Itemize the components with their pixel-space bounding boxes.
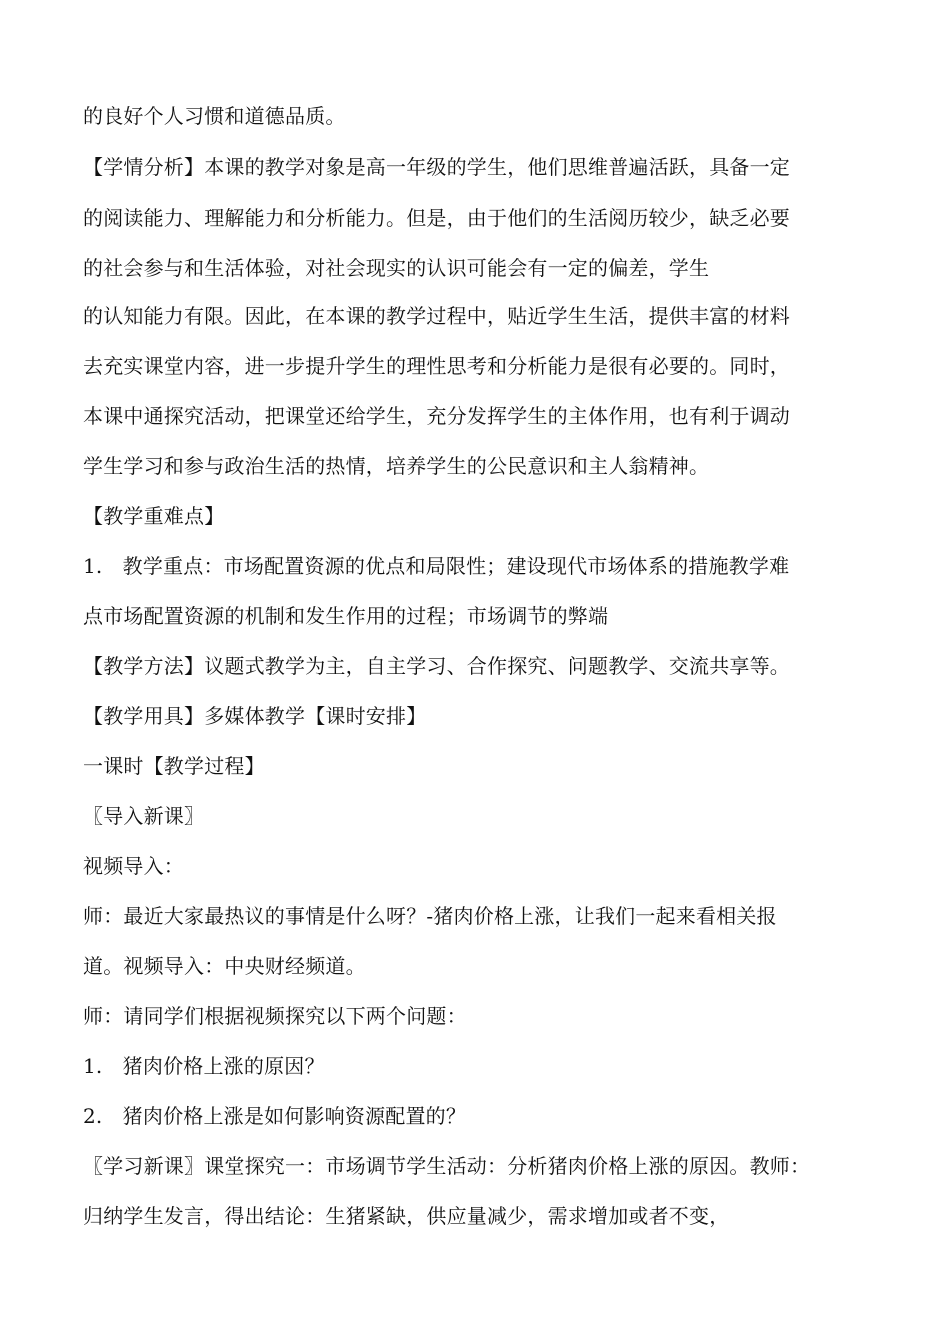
text-line: 【学情分析】本课的教学对象是高一年级的学生，他们思维普遍活跃，具备一定 bbox=[83, 155, 790, 179]
text-line: 〖学习新课〗课堂探究一：市场调节学生活动：分析猪肉价格上涨的原因。教师： bbox=[83, 1154, 811, 1178]
text-line: 点市场配置资源的机制和发生作用的过程；市场调节的弊端 bbox=[83, 604, 609, 628]
text-line: 【教学用具】多媒体教学【课时安排】 bbox=[83, 704, 427, 728]
text-line: 的认知能力有限。因此，在本课的教学过程中，贴近学生生活，提供丰富的材料 bbox=[83, 304, 790, 328]
text-line: 归纳学生发言，得出结论：生猪紧缺，供应量减少，需求增加或者不变， bbox=[83, 1204, 730, 1228]
list-item: 1. 猪肉价格上涨的原因？ bbox=[83, 1054, 325, 1078]
text-line: 学生学习和参与政治生活的热情，培养学生的公民意识和主人翁精神。 bbox=[83, 454, 710, 478]
text-line: 道。视频导入：中央财经频道。 bbox=[83, 954, 366, 978]
section-heading: 〖导入新课〗 bbox=[83, 804, 205, 828]
text-line: 一课时【教学过程】 bbox=[83, 754, 265, 778]
text-line: 视频导入： bbox=[83, 854, 184, 878]
text-line: 本课中通探究活动，把课堂还给学生，充分发挥学生的主体作用，也有利于调动 bbox=[83, 404, 790, 428]
list-item: 1. 教学重点：市场配置资源的优点和局限性；建设现代市场体系的措施教学难 bbox=[83, 554, 790, 578]
text-line: 的社会参与和生活体验，对社会现实的认识可能会有一定的偏差，学生 bbox=[83, 256, 710, 280]
text-line: 的阅读能力、理解能力和分析能力。但是，由于他们的生活阅历较少，缺乏必要 bbox=[83, 206, 790, 230]
text-line: 师：请同学们根据视频探究以下两个问题： bbox=[83, 1004, 467, 1028]
text-line: 师：最近大家最热议的事情是什么呀？-猪肉价格上涨，让我们一起来看相关报 bbox=[83, 904, 777, 928]
section-heading: 【教学重难点】 bbox=[83, 504, 225, 528]
list-item: 2. 猪肉价格上涨是如何影响资源配置的？ bbox=[83, 1104, 467, 1128]
text-line: 去充实课堂内容，进一步提升学生的理性思考和分析能力是很有必要的。同时， bbox=[83, 354, 790, 378]
text-line: 【教学方法】议题式教学为主，自主学习、合作探究、问题教学、交流共享等。 bbox=[83, 654, 790, 678]
text-line: 的良好个人习惯和道德品质。 bbox=[83, 104, 346, 128]
